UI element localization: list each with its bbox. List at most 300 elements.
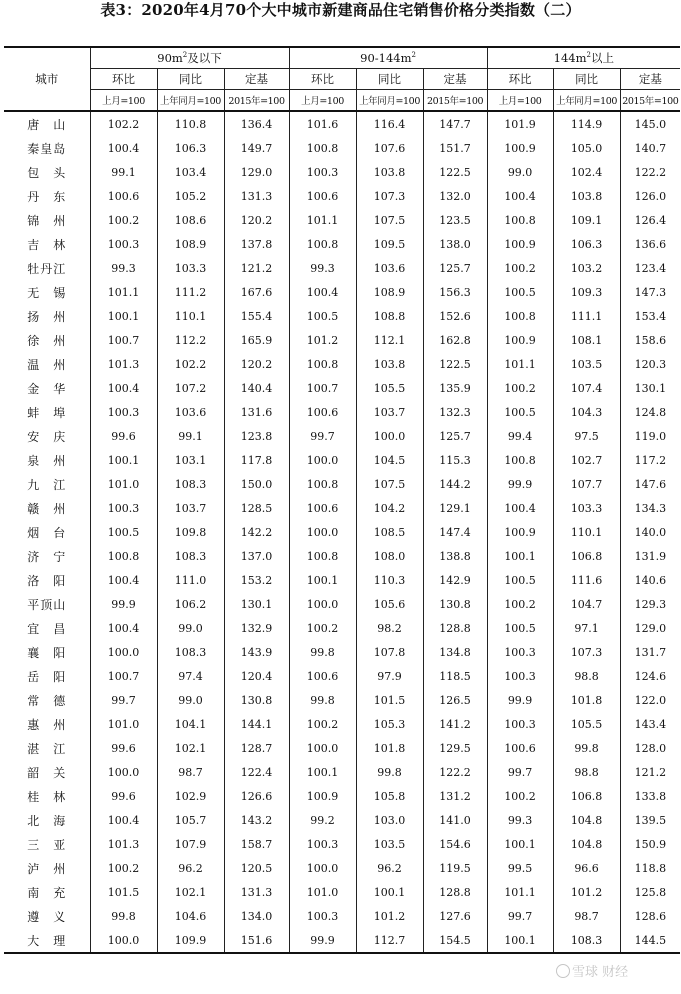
index-value: 97.5	[553, 424, 620, 448]
index-value: 96.2	[356, 856, 423, 880]
index-value: 131.3	[224, 880, 289, 904]
index-value: 100.1	[487, 928, 553, 953]
city-name: 宜 昌	[4, 616, 90, 640]
index-value: 101.8	[356, 736, 423, 760]
index-value: 100.3	[90, 232, 157, 256]
index-value: 104.2	[356, 496, 423, 520]
index-value: 124.6	[634, 669, 667, 683]
table-row	[4, 520, 680, 544]
index-value: 107.4	[553, 376, 620, 400]
index-value: 100.4	[289, 280, 356, 304]
index-value: 102.9	[157, 784, 224, 808]
price-index-table	[4, 46, 680, 954]
index-value: 96.2	[157, 856, 224, 880]
city-name: 锦 州	[4, 208, 90, 232]
city-name: 洛 阳	[4, 568, 90, 592]
index-value: 105.5	[356, 376, 423, 400]
index-value: 130.1	[634, 381, 667, 395]
city-name: 泸 州	[4, 856, 90, 880]
index-value: 103.8	[356, 160, 423, 184]
index-value: 100.6	[289, 664, 356, 688]
table-row	[4, 856, 680, 880]
table-row	[4, 712, 680, 736]
index-value: 119.0	[634, 429, 667, 443]
index-value: 122.5	[423, 160, 487, 184]
index-value: 107.3	[553, 640, 620, 664]
index-value: 99.7	[289, 424, 356, 448]
index-value: 118.8	[634, 861, 667, 875]
table-row	[4, 592, 680, 616]
index-value: 100.6	[487, 736, 553, 760]
index-value: 111.0	[157, 568, 224, 592]
index-value: 140.6	[634, 573, 667, 587]
index-value: 100.5	[289, 304, 356, 328]
index-value: 100.1	[356, 880, 423, 904]
index-value: 128.0	[634, 741, 667, 755]
index-value: 100.3	[487, 664, 553, 688]
index-value: 162.8	[423, 328, 487, 352]
index-value: 100.1	[289, 760, 356, 784]
index-value: 100.3	[289, 832, 356, 856]
index-value: 154.5	[423, 928, 487, 953]
index-value: 134.0	[224, 904, 289, 928]
index-value: 155.4	[224, 304, 289, 328]
index-value: 100.0	[90, 640, 157, 664]
index-value: 100.2	[289, 616, 356, 640]
index-value: 104.5	[356, 448, 423, 472]
city-column-header: 城市	[4, 47, 90, 111]
index-value: 108.3	[157, 544, 224, 568]
index-value: 147.6	[634, 477, 667, 491]
index-value: 129.1	[423, 496, 487, 520]
index-value: 99.1	[157, 424, 224, 448]
index-value: 99.8	[289, 640, 356, 664]
index-value: 120.3	[634, 357, 667, 371]
table-row	[4, 472, 680, 496]
index-value: 99.9	[90, 592, 157, 616]
index-value: 137.8	[224, 232, 289, 256]
index-value: 114.9	[553, 111, 620, 136]
index-value: 101.5	[90, 880, 157, 904]
index-value: 100.4	[90, 376, 157, 400]
index-value: 99.2	[289, 808, 356, 832]
index-value: 128.8	[423, 880, 487, 904]
table-row	[4, 832, 680, 856]
index-value: 122.2	[634, 165, 667, 179]
index-value: 141.2	[423, 712, 487, 736]
index-value: 121.2	[224, 256, 289, 280]
index-value: 136.6	[634, 237, 667, 251]
base-header: 上月=100	[90, 90, 157, 112]
city-name: 岳 阳	[4, 664, 90, 688]
table-row	[4, 808, 680, 832]
index-value: 106.3	[157, 136, 224, 160]
index-value: 100.5	[487, 568, 553, 592]
city-name: 包 头	[4, 160, 90, 184]
index-value: 138.0	[423, 232, 487, 256]
city-name: 吉 林	[4, 232, 90, 256]
index-value: 136.4	[224, 111, 289, 136]
index-value: 131.6	[224, 400, 289, 424]
index-value: 135.9	[423, 376, 487, 400]
index-value: 120.2	[224, 208, 289, 232]
index-value: 100.8	[90, 544, 157, 568]
table-title: 表3：2020年4月70个大中城市新建商品住宅销售价格分类指数（二）	[100, 1, 581, 19]
index-value: 99.8	[553, 736, 620, 760]
index-value: 112.2	[157, 328, 224, 352]
index-value: 117.8	[224, 448, 289, 472]
index-value: 127.6	[423, 904, 487, 928]
index-value: 100.0	[289, 592, 356, 616]
index-value: 140.0	[634, 525, 667, 539]
index-value: 100.2	[289, 712, 356, 736]
index-value: 151.6	[224, 928, 289, 953]
index-value: 122.4	[224, 760, 289, 784]
index-value: 105.5	[553, 712, 620, 736]
index-value: 103.5	[553, 352, 620, 376]
table-row	[4, 232, 680, 256]
index-value: 100.0	[90, 928, 157, 953]
index-value: 105.3	[356, 712, 423, 736]
table-row	[4, 256, 680, 280]
index-value: 99.7	[90, 688, 157, 712]
index-value: 133.8	[634, 789, 667, 803]
index-value: 108.6	[157, 208, 224, 232]
base-header: 上年同月=100	[356, 90, 423, 112]
index-value: 123.4	[634, 261, 667, 275]
index-value: 101.0	[289, 880, 356, 904]
table-row	[4, 496, 680, 520]
index-value: 125.8	[634, 885, 667, 899]
index-value: 107.2	[157, 376, 224, 400]
base-header: 上月=100	[289, 90, 356, 112]
index-value: 110.1	[553, 520, 620, 544]
index-value: 103.7	[356, 400, 423, 424]
index-value: 108.9	[157, 232, 224, 256]
index-value: 142.2	[224, 520, 289, 544]
index-value: 100.8	[289, 472, 356, 496]
index-value: 101.0	[90, 472, 157, 496]
index-value: 104.8	[553, 832, 620, 856]
index-value: 101.6	[289, 111, 356, 136]
index-value: 129.0	[224, 160, 289, 184]
index-value: 103.6	[356, 256, 423, 280]
index-value: 103.8	[356, 352, 423, 376]
index-value: 98.8	[553, 760, 620, 784]
index-value: 99.6	[90, 736, 157, 760]
index-value: 101.5	[356, 688, 423, 712]
index-value: 98.7	[553, 904, 620, 928]
index-value: 120.4	[224, 664, 289, 688]
index-value: 138.8	[423, 544, 487, 568]
index-value: 101.3	[90, 832, 157, 856]
index-value: 102.1	[157, 736, 224, 760]
city-name: 温 州	[4, 352, 90, 376]
index-value: 132.3	[423, 400, 487, 424]
metric-header: 环比	[487, 69, 553, 90]
index-value: 100.8	[289, 232, 356, 256]
index-value: 97.9	[356, 664, 423, 688]
index-value: 103.1	[157, 448, 224, 472]
index-value: 100.3	[90, 496, 157, 520]
index-value: 103.8	[553, 184, 620, 208]
index-value: 156.3	[423, 280, 487, 304]
index-value: 100.1	[90, 304, 157, 328]
index-value: 100.9	[487, 520, 553, 544]
index-value: 116.4	[356, 111, 423, 136]
city-name: 韶 关	[4, 760, 90, 784]
city-name: 赣 州	[4, 496, 90, 520]
index-value: 99.0	[157, 688, 224, 712]
group-header-large: $144m^2$以上	[487, 47, 680, 69]
index-value: 144.5	[620, 928, 680, 953]
index-value: 153.4	[634, 309, 667, 323]
table-row	[4, 136, 680, 160]
table-row	[4, 736, 680, 760]
index-value: 100.9	[487, 232, 553, 256]
city-name: 九 江	[4, 472, 90, 496]
index-value: 130.8	[224, 688, 289, 712]
index-value: 99.8	[289, 688, 356, 712]
index-value: 111.1	[553, 304, 620, 328]
index-value: 124.8	[634, 405, 667, 419]
index-value: 100.4	[90, 136, 157, 160]
index-value: 109.9	[157, 928, 224, 953]
index-value: 129.0	[634, 621, 667, 635]
city-name: 徐 州	[4, 328, 90, 352]
index-value: 100.6	[289, 400, 356, 424]
table-row	[4, 928, 680, 953]
index-value: 100.2	[487, 256, 553, 280]
index-value: 103.5	[356, 832, 423, 856]
city-name: 济 宁	[4, 544, 90, 568]
index-value: 131.7	[634, 645, 667, 659]
index-value: 103.4	[157, 160, 224, 184]
index-value: 108.8	[356, 304, 423, 328]
index-value: 104.8	[553, 808, 620, 832]
index-value: 100.8	[487, 304, 553, 328]
index-value: 100.2	[487, 592, 553, 616]
index-value: 101.1	[487, 352, 553, 376]
table-row	[4, 568, 680, 592]
index-value: 126.4	[634, 213, 667, 227]
city-name: 秦皇岛	[4, 136, 90, 160]
metric-header: 同比	[553, 69, 620, 90]
index-value: 100.8	[487, 208, 553, 232]
index-value: 100.3	[487, 640, 553, 664]
base-header: 上月=100	[487, 90, 553, 112]
city-name: 桂 林	[4, 784, 90, 808]
index-value: 111.6	[553, 568, 620, 592]
index-value: 128.7	[224, 736, 289, 760]
index-value: 100.2	[487, 784, 553, 808]
index-value: 99.1	[90, 160, 157, 184]
city-name: 牡丹江	[4, 256, 90, 280]
index-value: 131.2	[423, 784, 487, 808]
index-value: 100.1	[487, 544, 553, 568]
index-value: 98.2	[356, 616, 423, 640]
index-value: 125.7	[423, 424, 487, 448]
index-value: 100.4	[90, 568, 157, 592]
city-name: 遵 义	[4, 904, 90, 928]
city-name: 惠 州	[4, 712, 90, 736]
index-value: 131.3	[224, 184, 289, 208]
index-value: 121.2	[634, 765, 667, 779]
index-value: 104.6	[157, 904, 224, 928]
base-header: 上年同月=100	[553, 90, 620, 112]
index-value: 129.3	[634, 597, 667, 611]
city-name: 平顶山	[4, 592, 90, 616]
index-value: 99.9	[487, 472, 553, 496]
index-value: 100.4	[90, 616, 157, 640]
base-header: 2015年=100	[224, 90, 289, 112]
table-row	[4, 208, 680, 232]
index-value: 142.9	[423, 568, 487, 592]
index-value: 115.3	[423, 448, 487, 472]
index-value: 144.1	[224, 712, 289, 736]
index-value: 108.1	[553, 328, 620, 352]
city-name: 金 华	[4, 376, 90, 400]
index-value: 99.3	[90, 256, 157, 280]
index-value: 106.8	[553, 544, 620, 568]
index-value: 149.7	[224, 136, 289, 160]
index-value: 103.3	[553, 496, 620, 520]
table-row	[4, 448, 680, 472]
index-value: 100.3	[90, 400, 157, 424]
index-value: 139.5	[634, 813, 667, 827]
index-value: 99.7	[487, 904, 553, 928]
index-value: 99.7	[487, 760, 553, 784]
index-value: 100.2	[90, 208, 157, 232]
index-value: 100.0	[289, 448, 356, 472]
index-value: 100.1	[487, 832, 553, 856]
index-value: 102.2	[90, 111, 157, 136]
table-row	[4, 376, 680, 400]
city-name: 唐 山	[4, 111, 90, 136]
table-body	[4, 111, 680, 953]
index-value: 101.0	[90, 712, 157, 736]
index-value: 101.2	[553, 880, 620, 904]
index-value: 123.5	[423, 208, 487, 232]
index-value: 108.9	[356, 280, 423, 304]
index-value: 101.2	[289, 328, 356, 352]
index-value: 105.7	[157, 808, 224, 832]
index-value: 100.3	[487, 712, 553, 736]
index-value: 99.3	[487, 808, 553, 832]
index-value: 150.9	[634, 837, 667, 851]
watermark-text: 雪球 财经	[572, 965, 629, 980]
index-value: 105.0	[553, 136, 620, 160]
index-value: 99.4	[487, 424, 553, 448]
city-name: 泉 州	[4, 448, 90, 472]
index-value: 126.6	[224, 784, 289, 808]
index-value: 145.0	[620, 111, 680, 136]
metric-header: 定基	[224, 69, 289, 90]
index-value: 108.3	[553, 928, 620, 953]
base-header-row	[4, 90, 680, 112]
index-value: 144.2	[423, 472, 487, 496]
index-value: 152.6	[423, 304, 487, 328]
index-value: 100.4	[487, 496, 553, 520]
index-value: 122.0	[634, 693, 667, 707]
table-row	[4, 352, 680, 376]
base-header: 2015年=100	[620, 90, 680, 112]
index-value: 143.4	[634, 717, 667, 731]
city-name: 湛 江	[4, 736, 90, 760]
index-value: 100.8	[289, 544, 356, 568]
index-value: 99.8	[90, 904, 157, 928]
base-header: 2015年=100	[423, 90, 487, 112]
index-value: 143.9	[224, 640, 289, 664]
city-name: 三 亚	[4, 832, 90, 856]
index-value: 107.5	[356, 472, 423, 496]
index-value: 100.1	[90, 448, 157, 472]
index-value: 129.5	[423, 736, 487, 760]
index-value: 100.7	[289, 376, 356, 400]
index-value: 105.8	[356, 784, 423, 808]
city-name: 无 锡	[4, 280, 90, 304]
city-name: 北 海	[4, 808, 90, 832]
index-value: 105.6	[356, 592, 423, 616]
index-value: 134.3	[634, 501, 667, 515]
index-value: 101.8	[553, 688, 620, 712]
index-value: 123.8	[224, 424, 289, 448]
index-value: 117.2	[634, 453, 667, 467]
city-name: 扬 州	[4, 304, 90, 328]
index-value: 100.8	[289, 136, 356, 160]
metric-header: 同比	[157, 69, 224, 90]
index-value: 141.0	[423, 808, 487, 832]
index-value: 112.7	[356, 928, 423, 953]
index-value: 130.1	[224, 592, 289, 616]
table-row	[4, 760, 680, 784]
index-value: 103.3	[157, 256, 224, 280]
index-value: 100.9	[487, 136, 553, 160]
index-value: 100.7	[90, 664, 157, 688]
index-value: 111.2	[157, 280, 224, 304]
index-value: 100.2	[487, 376, 553, 400]
index-value: 104.1	[157, 712, 224, 736]
index-value: 107.8	[356, 640, 423, 664]
table-row	[4, 328, 680, 352]
index-value: 125.7	[423, 256, 487, 280]
metric-header: 环比	[289, 69, 356, 90]
index-value: 100.5	[487, 616, 553, 640]
index-value: 102.2	[157, 352, 224, 376]
city-name: 大 理	[4, 928, 90, 953]
city-name: 襄 阳	[4, 640, 90, 664]
metric-header-row	[4, 69, 680, 90]
base-header: 上年同月=100	[157, 90, 224, 112]
table-row	[4, 424, 680, 448]
index-value: 96.6	[553, 856, 620, 880]
table-header	[4, 47, 680, 111]
index-value: 110.3	[356, 568, 423, 592]
index-value: 100.0	[356, 424, 423, 448]
index-value: 100.3	[289, 904, 356, 928]
index-value: 107.6	[356, 136, 423, 160]
index-value: 101.9	[487, 111, 553, 136]
index-value: 151.7	[423, 136, 487, 160]
city-name: 南 充	[4, 880, 90, 904]
index-value: 100.8	[289, 352, 356, 376]
index-value: 97.1	[553, 616, 620, 640]
index-value: 158.7	[224, 832, 289, 856]
table-row	[4, 544, 680, 568]
table-row	[4, 111, 680, 136]
index-value: 101.1	[487, 880, 553, 904]
index-value: 128.5	[224, 496, 289, 520]
